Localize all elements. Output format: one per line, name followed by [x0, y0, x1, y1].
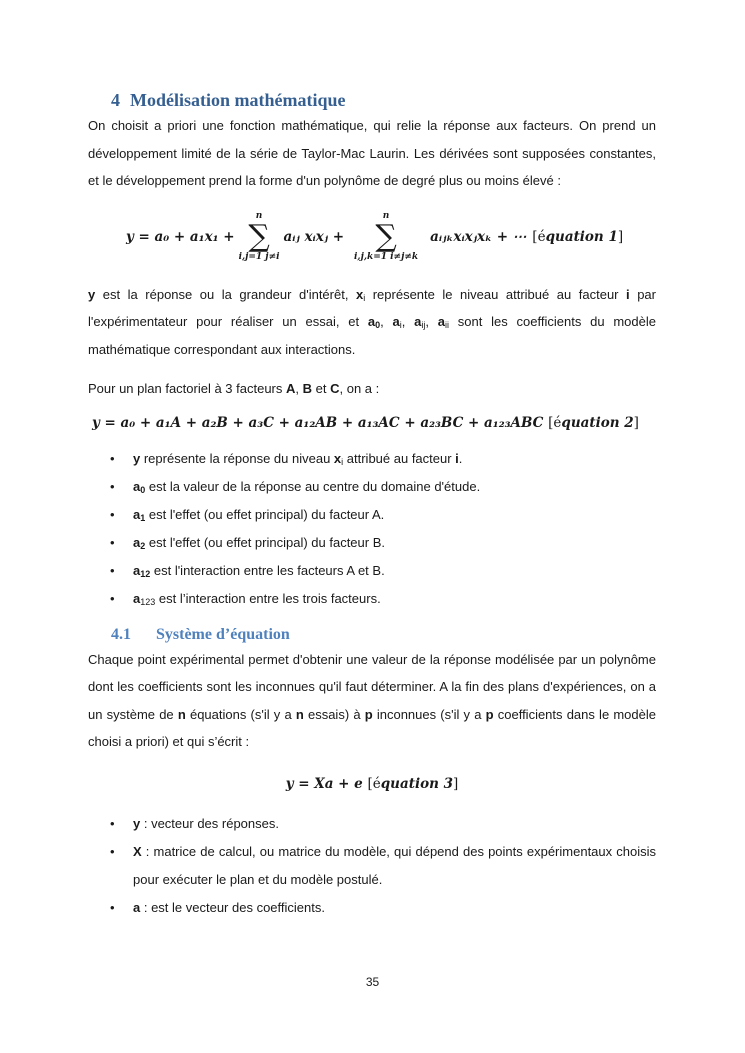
sum-2-lower: i,j,k=1 i≠j≠k [354, 251, 419, 262]
equation-1-tag: [équation 1] [532, 228, 624, 245]
equation-3-body: y = Xa + e [285, 775, 363, 792]
list-item: • a : est le vecteur des coefficients. [88, 894, 656, 922]
list-item: • $a_{123}$ est l’interaction entre les trois facteurs. [88, 585, 656, 613]
list-item: • $a_2$ est l'effet (ou effet principal) du facteur B. [88, 529, 656, 557]
sum-2-term: aᵢⱼₖxᵢxⱼxₖ + ⋯ [430, 228, 527, 245]
bullet-icon: • [110, 534, 115, 550]
page-number: 35 [365, 975, 380, 989]
equation-3-tag: [équation 3] [367, 775, 459, 792]
sum-2 [354, 211, 418, 263]
section-number: 4 [111, 90, 120, 110]
equation-2-tag: [équation 2] [548, 414, 639, 431]
equation-3 [88, 770, 656, 798]
equation-2-body: y = a₀ + a₁A + a₂B + a₃C + a₁₂AB + a₁₃AC + a₂₃BC + a₁₂₃ABC [92, 414, 544, 431]
sum-1-upper: n [255, 210, 263, 221]
list-item: • $a_0$ est la valeur de la réponse au centre du domaine d'étude. [88, 473, 656, 501]
bullet-icon: • [110, 478, 115, 494]
section-heading [88, 88, 656, 112]
document-page [88, 86, 656, 922]
intro-paragraph: On choisit a priori une fonction mathématique, qui relie la réponse aux facteurs. On prend un développement limité de la série de Taylor-Mac Laurin. Les dérivées sont supposées constantes, et le développement prend la forme d'un polynôme de degré plus ou moins élevé : [88, 118, 656, 188]
bullet-icon: • [110, 843, 115, 859]
sigma-icon: ∑ [248, 218, 270, 254]
list-item: • y représente la réponse du niveau $x_i$ attribué au facteur i. [88, 445, 656, 473]
sum-1-lower: i,j=1 j≠i [238, 251, 280, 262]
section-title: Modélisation mathématique [130, 90, 346, 110]
list-item: • $a_1$ est l'effet (ou effet principal) du facteur A. [88, 501, 656, 529]
subsection-heading [88, 624, 656, 646]
coefficient-list [88, 445, 656, 613]
list-item: • y : vecteur des réponses. [88, 810, 656, 838]
sum-2-upper: n [382, 210, 390, 221]
subsection-number: 4.1 [111, 625, 131, 643]
bullet-icon: • [110, 506, 115, 522]
list-item: • $a_{12}$ est l'interaction entre les facteurs A et B. [88, 557, 656, 585]
bullet-icon: • [110, 815, 115, 831]
sum-1-term: aᵢⱼ xᵢxⱼ + [283, 228, 345, 245]
list-item: • X : matrice de calcul, ou matrice du modèle, qui dépend des points expérimentaux choisis pour exécuter le plan et du modèle postulé. [88, 838, 656, 894]
sigma-icon: ∑ [375, 218, 397, 254]
system-paragraph: Chaque point expérimental permet d'obtenir une valeur de la réponse modélisée par un polynôme dont les coefficients sont les inconnues qu'il faut déterminer. A la fin des plans d'expériences, on a un système de n équations (s'il y a n essais) à p inconnues (s'il y a p coefficients dans le modèle choisi a priori) et qui s’écrit : [88, 651, 656, 749]
bullet-icon: • [110, 590, 115, 606]
equation-2 [88, 409, 656, 437]
system-terms-list [88, 810, 656, 922]
sum-1 [239, 211, 280, 263]
bullet-icon: • [110, 562, 115, 578]
subsection-title: Système d’équation [156, 625, 290, 643]
factorial-paragraph: Pour un plan factoriel à 3 facteurs A, B et C, on a : [88, 381, 380, 396]
bullet-icon: • [110, 450, 115, 466]
definitions-paragraph: y est la réponse ou la grandeur d'intérêt, $x_i$ représente le niveau attribué au facteur i par l'expérimentateur pour réaliser un essai, et $a_0$, $a_i$, $a_{ij}$, $a_{ii}$ sont les coefficients du modèle mathématique correspondant aux interactions. [88, 286, 656, 357]
equation-1-lhs: y = a₀ + a₁x₁ + [126, 228, 235, 245]
bullet-icon: • [110, 899, 115, 915]
equation-1 [88, 205, 656, 269]
